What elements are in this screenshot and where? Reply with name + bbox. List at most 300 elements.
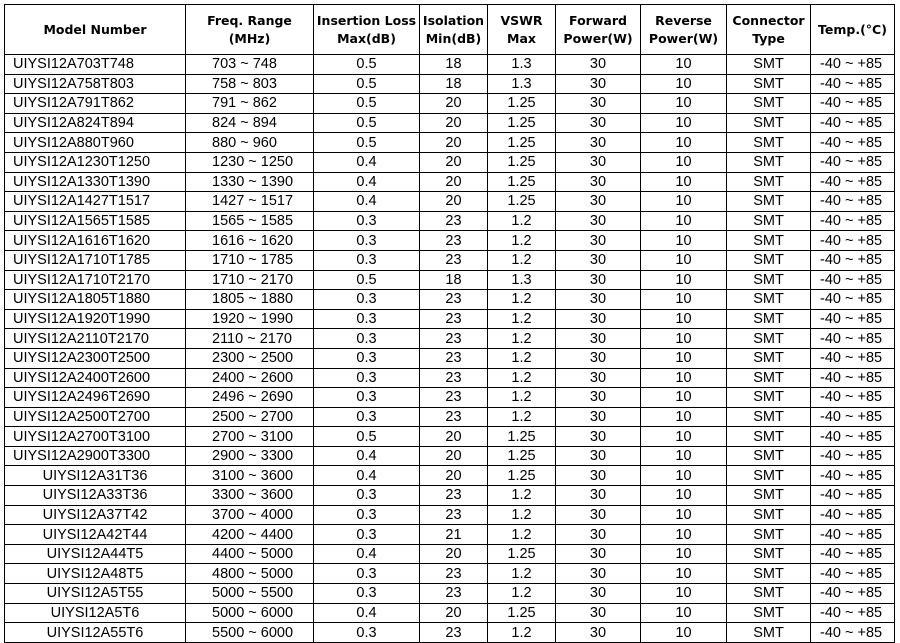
cell-connector-type: SMT xyxy=(727,290,811,310)
cell-vswr: 1.25 xyxy=(488,133,556,153)
cell-insertion-loss: 0.3 xyxy=(314,348,420,368)
cell-model-number: UIYSI12A44T5 xyxy=(5,544,186,564)
cell-model-number: UIYSI12A37T42 xyxy=(5,505,186,525)
cell-insertion-loss: 0.4 xyxy=(314,152,420,172)
cell-model-number: UIYSI12A1710T2170 xyxy=(5,270,186,290)
cell-reverse-power: 10 xyxy=(641,466,727,486)
cell-reverse-power: 10 xyxy=(641,329,727,349)
cell-insertion-loss: 0.4 xyxy=(314,466,420,486)
cell-vswr: 1.2 xyxy=(488,486,556,506)
cell-insertion-loss: 0.3 xyxy=(314,231,420,251)
cell-freq-range: 824 ~ 894 xyxy=(186,113,314,133)
cell-forward-power: 30 xyxy=(556,427,641,447)
spec-table xyxy=(4,4,895,643)
cell-isolation: 23 xyxy=(420,309,488,329)
cell-isolation: 21 xyxy=(420,525,488,545)
cell-insertion-loss: 0.5 xyxy=(314,94,420,114)
cell-isolation: 23 xyxy=(420,250,488,270)
cell-connector-type: SMT xyxy=(727,55,811,75)
header-label-line: Power(W) xyxy=(563,30,633,46)
cell-isolation: 23 xyxy=(420,290,488,310)
cell-forward-power: 30 xyxy=(556,368,641,388)
cell-vswr: 1.2 xyxy=(488,407,556,427)
cell-forward-power: 30 xyxy=(556,329,641,349)
cell-freq-range: 5500 ~ 6000 xyxy=(186,623,314,643)
cell-connector-type: SMT xyxy=(727,368,811,388)
cell-connector-type: SMT xyxy=(727,348,811,368)
cell-vswr: 1.2 xyxy=(488,525,556,545)
cell-isolation: 20 xyxy=(420,544,488,564)
table-row xyxy=(5,172,895,192)
header-label-line: Isolation xyxy=(422,12,485,28)
cell-temp: -40 ~ +85 xyxy=(811,348,895,368)
cell-isolation: 23 xyxy=(420,388,488,408)
cell-connector-type: SMT xyxy=(727,172,811,192)
header-label-line: Max(dB) xyxy=(337,30,396,46)
cell-freq-range: 1710 ~ 2170 xyxy=(186,270,314,290)
header-label-line: Type xyxy=(752,30,785,46)
cell-model-number: UIYSI12A48T5 xyxy=(5,564,186,584)
cell-vswr: 1.2 xyxy=(488,564,556,584)
table-row xyxy=(5,192,895,212)
cell-freq-range: 3300 ~ 3600 xyxy=(186,486,314,506)
cell-model-number: UIYSI12A42T44 xyxy=(5,525,186,545)
cell-vswr: 1.2 xyxy=(488,505,556,525)
cell-model-number: UIYSI12A31T36 xyxy=(5,466,186,486)
cell-insertion-loss: 0.3 xyxy=(314,309,420,329)
cell-freq-range: 3700 ~ 4000 xyxy=(186,505,314,525)
cell-reverse-power: 10 xyxy=(641,407,727,427)
cell-reverse-power: 10 xyxy=(641,486,727,506)
cell-insertion-loss: 0.5 xyxy=(314,270,420,290)
table-row xyxy=(5,368,895,388)
cell-reverse-power: 10 xyxy=(641,74,727,94)
cell-vswr: 1.25 xyxy=(488,427,556,447)
cell-vswr: 1.2 xyxy=(488,290,556,310)
cell-reverse-power: 10 xyxy=(641,446,727,466)
header-connector-type xyxy=(727,5,811,55)
cell-freq-range: 2700 ~ 3100 xyxy=(186,427,314,447)
header-label-line: Max xyxy=(507,30,536,46)
header-forward-power xyxy=(556,5,641,55)
header-temp xyxy=(811,5,895,55)
cell-model-number: UIYSI12A5T6 xyxy=(5,603,186,623)
cell-model-number: UIYSI12A2110T2170 xyxy=(5,329,186,349)
cell-connector-type: SMT xyxy=(727,407,811,427)
cell-reverse-power: 10 xyxy=(641,192,727,212)
cell-temp: -40 ~ +85 xyxy=(811,388,895,408)
cell-reverse-power: 10 xyxy=(641,505,727,525)
cell-insertion-loss: 0.4 xyxy=(314,544,420,564)
cell-isolation: 20 xyxy=(420,94,488,114)
cell-temp: -40 ~ +85 xyxy=(811,623,895,643)
cell-temp: -40 ~ +85 xyxy=(811,584,895,604)
cell-connector-type: SMT xyxy=(727,113,811,133)
cell-reverse-power: 10 xyxy=(641,544,727,564)
table-row xyxy=(5,446,895,466)
cell-vswr: 1.25 xyxy=(488,446,556,466)
cell-reverse-power: 10 xyxy=(641,152,727,172)
cell-forward-power: 30 xyxy=(556,348,641,368)
table-row xyxy=(5,407,895,427)
cell-temp: -40 ~ +85 xyxy=(811,172,895,192)
cell-temp: -40 ~ +85 xyxy=(811,231,895,251)
cell-isolation: 23 xyxy=(420,231,488,251)
cell-insertion-loss: 0.3 xyxy=(314,505,420,525)
cell-model-number: UIYSI12A1230T1250 xyxy=(5,152,186,172)
cell-reverse-power: 10 xyxy=(641,172,727,192)
header-label-line: Power(W) xyxy=(648,30,719,46)
table-row xyxy=(5,133,895,153)
cell-temp: -40 ~ +85 xyxy=(811,368,895,388)
cell-freq-range: 1805 ~ 1880 xyxy=(186,290,314,310)
table-row xyxy=(5,55,895,75)
cell-model-number: UIYSI12A2496T2690 xyxy=(5,388,186,408)
cell-model-number: UIYSI12A703T748 xyxy=(5,55,186,75)
cell-connector-type: SMT xyxy=(727,152,811,172)
cell-insertion-loss: 0.3 xyxy=(314,525,420,545)
cell-temp: -40 ~ +85 xyxy=(811,446,895,466)
cell-vswr: 1.25 xyxy=(488,544,556,564)
cell-isolation: 20 xyxy=(420,113,488,133)
cell-model-number: UIYSI12A5T55 xyxy=(5,584,186,604)
cell-temp: -40 ~ +85 xyxy=(811,192,895,212)
cell-reverse-power: 10 xyxy=(641,427,727,447)
table-row xyxy=(5,427,895,447)
cell-freq-range: 2400 ~ 2600 xyxy=(186,368,314,388)
cell-forward-power: 30 xyxy=(556,603,641,623)
table-row xyxy=(5,603,895,623)
cell-reverse-power: 10 xyxy=(641,603,727,623)
cell-vswr: 1.2 xyxy=(488,250,556,270)
cell-vswr: 1.2 xyxy=(488,348,556,368)
cell-freq-range: 1616 ~ 1620 xyxy=(186,231,314,251)
cell-forward-power: 30 xyxy=(556,192,641,212)
cell-connector-type: SMT xyxy=(727,623,811,643)
cell-reverse-power: 10 xyxy=(641,94,727,114)
cell-insertion-loss: 0.4 xyxy=(314,446,420,466)
cell-isolation: 20 xyxy=(420,603,488,623)
cell-temp: -40 ~ +85 xyxy=(811,329,895,349)
cell-freq-range: 2900 ~ 3300 xyxy=(186,446,314,466)
cell-connector-type: SMT xyxy=(727,446,811,466)
cell-vswr: 1.25 xyxy=(488,152,556,172)
cell-vswr: 1.25 xyxy=(488,94,556,114)
cell-model-number: UIYSI12A33T36 xyxy=(5,486,186,506)
cell-isolation: 23 xyxy=(420,407,488,427)
cell-vswr: 1.2 xyxy=(488,309,556,329)
cell-isolation: 23 xyxy=(420,211,488,231)
cell-forward-power: 30 xyxy=(556,564,641,584)
cell-forward-power: 30 xyxy=(556,250,641,270)
cell-isolation: 18 xyxy=(420,270,488,290)
header-vswr xyxy=(488,5,556,55)
cell-model-number: UIYSI12A791T862 xyxy=(5,94,186,114)
cell-connector-type: SMT xyxy=(727,250,811,270)
cell-model-number: UIYSI12A1805T1880 xyxy=(5,290,186,310)
cell-model-number: UIYSI12A2900T3300 xyxy=(5,446,186,466)
header-label-line: Insertion Loss xyxy=(316,12,417,28)
cell-model-number: UIYSI12A1427T1517 xyxy=(5,192,186,212)
table-row xyxy=(5,113,895,133)
cell-model-number: UIYSI12A1565T1585 xyxy=(5,211,186,231)
header-model-number xyxy=(5,5,186,55)
cell-forward-power: 30 xyxy=(556,544,641,564)
header-row xyxy=(5,5,895,55)
cell-forward-power: 30 xyxy=(556,152,641,172)
cell-reverse-power: 10 xyxy=(641,564,727,584)
table-row xyxy=(5,152,895,172)
table-row xyxy=(5,231,895,251)
cell-connector-type: SMT xyxy=(727,270,811,290)
cell-insertion-loss: 0.3 xyxy=(314,211,420,231)
cell-freq-range: 2500 ~ 2700 xyxy=(186,407,314,427)
cell-model-number: UIYSI12A1616T1620 xyxy=(5,231,186,251)
cell-isolation: 18 xyxy=(420,55,488,75)
cell-forward-power: 30 xyxy=(556,211,641,231)
cell-freq-range: 4200 ~ 4400 xyxy=(186,525,314,545)
cell-connector-type: SMT xyxy=(727,505,811,525)
header-label-line: VSWR xyxy=(500,12,543,28)
cell-connector-type: SMT xyxy=(727,74,811,94)
table-row xyxy=(5,466,895,486)
cell-model-number: UIYSI12A55T6 xyxy=(5,623,186,643)
cell-model-number: UIYSI12A1330T1390 xyxy=(5,172,186,192)
cell-isolation: 20 xyxy=(420,152,488,172)
cell-connector-type: SMT xyxy=(727,564,811,584)
cell-insertion-loss: 0.3 xyxy=(314,329,420,349)
cell-reverse-power: 10 xyxy=(641,211,727,231)
cell-forward-power: 30 xyxy=(556,113,641,133)
cell-isolation: 20 xyxy=(420,192,488,212)
cell-model-number: UIYSI12A1710T1785 xyxy=(5,250,186,270)
cell-freq-range: 2110 ~ 2170 xyxy=(186,329,314,349)
header-label-line: Connector xyxy=(732,12,805,28)
cell-forward-power: 30 xyxy=(556,133,641,153)
cell-insertion-loss: 0.3 xyxy=(314,290,420,310)
cell-forward-power: 30 xyxy=(556,525,641,545)
cell-connector-type: SMT xyxy=(727,584,811,604)
table-row xyxy=(5,505,895,525)
cell-temp: -40 ~ +85 xyxy=(811,113,895,133)
cell-temp: -40 ~ +85 xyxy=(811,74,895,94)
cell-forward-power: 30 xyxy=(556,290,641,310)
cell-connector-type: SMT xyxy=(727,427,811,447)
cell-model-number: UIYSI12A1920T1990 xyxy=(5,309,186,329)
cell-temp: -40 ~ +85 xyxy=(811,152,895,172)
cell-isolation: 23 xyxy=(420,329,488,349)
cell-insertion-loss: 0.3 xyxy=(314,407,420,427)
cell-insertion-loss: 0.5 xyxy=(314,74,420,94)
cell-isolation: 23 xyxy=(420,584,488,604)
header-label-line: Temp.(°C) xyxy=(818,21,887,37)
cell-forward-power: 30 xyxy=(556,407,641,427)
table-row xyxy=(5,388,895,408)
cell-reverse-power: 10 xyxy=(641,309,727,329)
cell-temp: -40 ~ +85 xyxy=(811,133,895,153)
table-row xyxy=(5,584,895,604)
cell-insertion-loss: 0.3 xyxy=(314,564,420,584)
cell-connector-type: SMT xyxy=(727,192,811,212)
cell-insertion-loss: 0.4 xyxy=(314,172,420,192)
cell-model-number: UIYSI12A880T960 xyxy=(5,133,186,153)
cell-temp: -40 ~ +85 xyxy=(811,250,895,270)
cell-vswr: 1.3 xyxy=(488,270,556,290)
cell-connector-type: SMT xyxy=(727,486,811,506)
table-row xyxy=(5,270,895,290)
header-label-line: Min(dB) xyxy=(425,30,482,46)
cell-freq-range: 2300 ~ 2500 xyxy=(186,348,314,368)
cell-isolation: 23 xyxy=(420,623,488,643)
cell-forward-power: 30 xyxy=(556,486,641,506)
table-row xyxy=(5,564,895,584)
table-row xyxy=(5,309,895,329)
cell-reverse-power: 10 xyxy=(641,348,727,368)
cell-vswr: 1.25 xyxy=(488,113,556,133)
cell-forward-power: 30 xyxy=(556,309,641,329)
cell-isolation: 20 xyxy=(420,427,488,447)
cell-freq-range: 4400 ~ 5000 xyxy=(186,544,314,564)
cell-isolation: 23 xyxy=(420,486,488,506)
cell-isolation: 20 xyxy=(420,172,488,192)
cell-freq-range: 1565 ~ 1585 xyxy=(186,211,314,231)
cell-vswr: 1.25 xyxy=(488,603,556,623)
cell-freq-range: 5000 ~ 6000 xyxy=(186,603,314,623)
cell-forward-power: 30 xyxy=(556,584,641,604)
cell-temp: -40 ~ +85 xyxy=(811,466,895,486)
cell-reverse-power: 10 xyxy=(641,231,727,251)
table-row xyxy=(5,211,895,231)
table-row xyxy=(5,94,895,114)
cell-temp: -40 ~ +85 xyxy=(811,211,895,231)
cell-freq-range: 5000 ~ 5500 xyxy=(186,584,314,604)
header-reverse-power xyxy=(641,5,727,55)
cell-forward-power: 30 xyxy=(556,270,641,290)
table-row xyxy=(5,348,895,368)
cell-connector-type: SMT xyxy=(727,231,811,251)
cell-freq-range: 758 ~ 803 xyxy=(186,74,314,94)
table-row xyxy=(5,544,895,564)
cell-forward-power: 30 xyxy=(556,94,641,114)
cell-forward-power: 30 xyxy=(556,231,641,251)
header-isolation xyxy=(420,5,488,55)
cell-freq-range: 1920 ~ 1990 xyxy=(186,309,314,329)
cell-temp: -40 ~ +85 xyxy=(811,290,895,310)
cell-connector-type: SMT xyxy=(727,133,811,153)
cell-model-number: UIYSI12A824T894 xyxy=(5,113,186,133)
header-freq-range xyxy=(186,5,314,55)
cell-temp: -40 ~ +85 xyxy=(811,525,895,545)
cell-reverse-power: 10 xyxy=(641,270,727,290)
cell-isolation: 20 xyxy=(420,133,488,153)
cell-connector-type: SMT xyxy=(727,544,811,564)
cell-forward-power: 30 xyxy=(556,446,641,466)
cell-model-number: UIYSI12A2700T3100 xyxy=(5,427,186,447)
cell-insertion-loss: 0.5 xyxy=(314,55,420,75)
cell-freq-range: 703 ~ 748 xyxy=(186,55,314,75)
cell-forward-power: 30 xyxy=(556,388,641,408)
cell-isolation: 23 xyxy=(420,564,488,584)
cell-vswr: 1.2 xyxy=(488,231,556,251)
header-label-line: Model Number xyxy=(43,21,147,37)
cell-isolation: 23 xyxy=(420,348,488,368)
cell-vswr: 1.25 xyxy=(488,192,556,212)
cell-vswr: 1.2 xyxy=(488,368,556,388)
cell-isolation: 23 xyxy=(420,505,488,525)
cell-reverse-power: 10 xyxy=(641,133,727,153)
cell-insertion-loss: 0.4 xyxy=(314,192,420,212)
cell-connector-type: SMT xyxy=(727,603,811,623)
table-row xyxy=(5,290,895,310)
table-row xyxy=(5,623,895,643)
cell-vswr: 1.2 xyxy=(488,623,556,643)
cell-model-number: UIYSI12A2500T2700 xyxy=(5,407,186,427)
cell-reverse-power: 10 xyxy=(641,368,727,388)
header-label-line: (MHz) xyxy=(228,30,271,46)
cell-insertion-loss: 0.3 xyxy=(314,368,420,388)
cell-isolation: 20 xyxy=(420,466,488,486)
cell-vswr: 1.2 xyxy=(488,388,556,408)
cell-temp: -40 ~ +85 xyxy=(811,544,895,564)
header-insertion-loss xyxy=(314,5,420,55)
cell-freq-range: 1427 ~ 1517 xyxy=(186,192,314,212)
cell-vswr: 1.25 xyxy=(488,466,556,486)
cell-temp: -40 ~ +85 xyxy=(811,505,895,525)
table-row xyxy=(5,329,895,349)
table-row xyxy=(5,250,895,270)
cell-insertion-loss: 0.5 xyxy=(314,133,420,153)
table-body xyxy=(5,55,895,643)
cell-reverse-power: 10 xyxy=(641,525,727,545)
cell-forward-power: 30 xyxy=(556,466,641,486)
cell-forward-power: 30 xyxy=(556,74,641,94)
cell-connector-type: SMT xyxy=(727,329,811,349)
cell-reverse-power: 10 xyxy=(641,250,727,270)
cell-insertion-loss: 0.5 xyxy=(314,427,420,447)
cell-vswr: 1.3 xyxy=(488,74,556,94)
cell-vswr: 1.2 xyxy=(488,211,556,231)
cell-isolation: 20 xyxy=(420,446,488,466)
cell-insertion-loss: 0.3 xyxy=(314,250,420,270)
cell-freq-range: 4800 ~ 5000 xyxy=(186,564,314,584)
cell-temp: -40 ~ +85 xyxy=(811,427,895,447)
header-label-line: Freq. Range xyxy=(207,12,292,28)
cell-vswr: 1.2 xyxy=(488,584,556,604)
table-row xyxy=(5,525,895,545)
cell-temp: -40 ~ +85 xyxy=(811,564,895,584)
cell-freq-range: 1710 ~ 1785 xyxy=(186,250,314,270)
cell-reverse-power: 10 xyxy=(641,290,727,310)
cell-reverse-power: 10 xyxy=(641,388,727,408)
header-label-line: Reverse xyxy=(655,12,712,28)
cell-connector-type: SMT xyxy=(727,211,811,231)
cell-reverse-power: 10 xyxy=(641,113,727,133)
cell-forward-power: 30 xyxy=(556,172,641,192)
cell-isolation: 23 xyxy=(420,368,488,388)
cell-insertion-loss: 0.3 xyxy=(314,623,420,643)
cell-insertion-loss: 0.3 xyxy=(314,388,420,408)
cell-connector-type: SMT xyxy=(727,388,811,408)
cell-reverse-power: 10 xyxy=(641,55,727,75)
cell-insertion-loss: 0.5 xyxy=(314,113,420,133)
cell-freq-range: 1230 ~ 1250 xyxy=(186,152,314,172)
cell-connector-type: SMT xyxy=(727,94,811,114)
cell-temp: -40 ~ +85 xyxy=(811,407,895,427)
cell-reverse-power: 10 xyxy=(641,584,727,604)
cell-freq-range: 2496 ~ 2690 xyxy=(186,388,314,408)
table-row xyxy=(5,486,895,506)
cell-forward-power: 30 xyxy=(556,55,641,75)
